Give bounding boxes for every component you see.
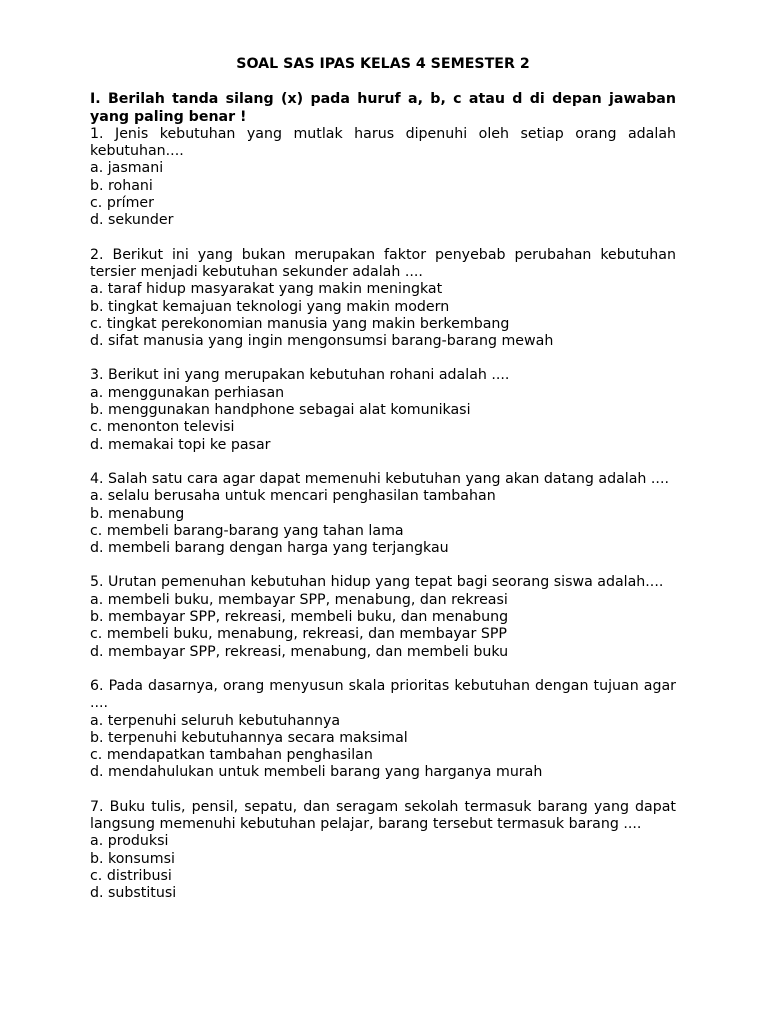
answer-option-b: b. tingkat kemajuan teknologi yang makin modern — [90, 298, 450, 315]
answer-option-b: b. menabung — [90, 505, 185, 522]
instruction-text: I. Berilah tanda silang (x) pada huruf a, b, c atau d di depan jawaban yang paling benar ! — [90, 91, 676, 125]
question-4 — [90, 471, 676, 557]
answer-option-b: b. konsumsi — [90, 850, 175, 867]
answer-option-d: d. sifat manusia yang ingin mengonsumsi barang-barang mewah — [90, 333, 554, 350]
answer-option-b: b. terpenuhi kebutuhannya secara maksimal — [90, 729, 408, 746]
question-7 — [90, 799, 676, 903]
question-text: 7. Buku tulis, pensil, sepatu, dan seragam sekolah termasuk barang yang dapat langsung memenuhi kebutuhan pelajar, barang tersebut termasuk barang .... — [90, 798, 676, 832]
question-3 — [90, 367, 676, 453]
answer-option-a: a. membeli buku, membayar SPP, menabung, dan rekreasi — [90, 591, 508, 608]
answer-option-d: d. substitusi — [90, 885, 177, 902]
answer-option-c: c. membeli buku, menabung, rekreasi, dan membayar SPP — [90, 626, 507, 643]
answer-option-d: d. mendahulukan untuk membeli barang yang harganya murah — [90, 764, 543, 781]
answer-option-a: a. jasmani — [90, 160, 164, 177]
question-text: 6. Pada dasarnya, orang menyusun skala prioritas kebutuhan dengan tujuan agar .... — [90, 677, 676, 712]
answer-option-b: b. membayar SPP, rekreasi, membeli buku, dan menabung — [90, 609, 509, 626]
answer-option-b: b. menggunakan handphone sebagai alat komunikasi — [90, 402, 471, 419]
answer-option-a: a. taraf hidup masyarakat yang makin meningkat — [90, 281, 443, 298]
answer-option-d: d. membeli barang dengan harga yang terjangkau — [90, 540, 449, 557]
question-text: 3. Berikut ini yang merupakan kebutuhan rohani adalah .... — [90, 367, 510, 384]
answer-option-c: c. menonton televisi — [90, 419, 235, 436]
answer-option-c: c. tingkat perekonomian manusia yang makin berkembang — [90, 315, 510, 332]
answer-option-a: a. selalu berusaha untuk mencari penghasilan tambahan — [90, 488, 496, 505]
answer-option-c: c. mendapatkan tambahan penghasilan — [90, 747, 373, 764]
question-text: 1. Jenis kebutuhan yang mutlak harus dipenuhi oleh setiap orang adalah kebutuhan.... — [90, 125, 676, 160]
answer-option-a: a. produksi — [90, 833, 169, 850]
answer-option-d: d. memakai topi ke pasar — [90, 436, 271, 453]
question-2 — [90, 247, 676, 351]
question-text: 2. Berikut ini yang bukan merupakan faktor penyebab perubahan kebutuhan tersier menjadi kebutuhan sekunder adalah .... — [90, 246, 676, 280]
question-text: 4. Salah satu cara agar dapat memenuhi kebutuhan yang akan datang adalah .... — [90, 470, 669, 487]
answer-option-d: d. membayar SPP, rekreasi, menabung, dan membeli buku — [90, 643, 509, 660]
question-5 — [90, 574, 676, 660]
answer-option-a: a. menggunakan perhiasan — [90, 384, 285, 401]
answer-option-b: b. rohani — [90, 177, 153, 194]
question-text: 5. Urutan pemenuhan kebutuhan hidup yang tepat bagi seorang siswa adalah.... — [90, 574, 664, 591]
answer-option-a: a. terpenuhi seluruh kebutuhannya — [90, 712, 341, 729]
answer-option-c: c. membeli barang-barang yang tahan lama — [90, 522, 404, 539]
document-page — [90, 56, 676, 919]
answer-option-d: d. sekunder — [90, 212, 174, 229]
question-6 — [90, 678, 676, 782]
answer-option-c: c. prímer — [90, 195, 154, 212]
answer-option-c: c. distribusi — [90, 867, 172, 884]
question-1 — [90, 126, 676, 230]
document-title: SOAL SAS IPAS KELAS 4 SEMESTER 2 — [236, 56, 530, 72]
